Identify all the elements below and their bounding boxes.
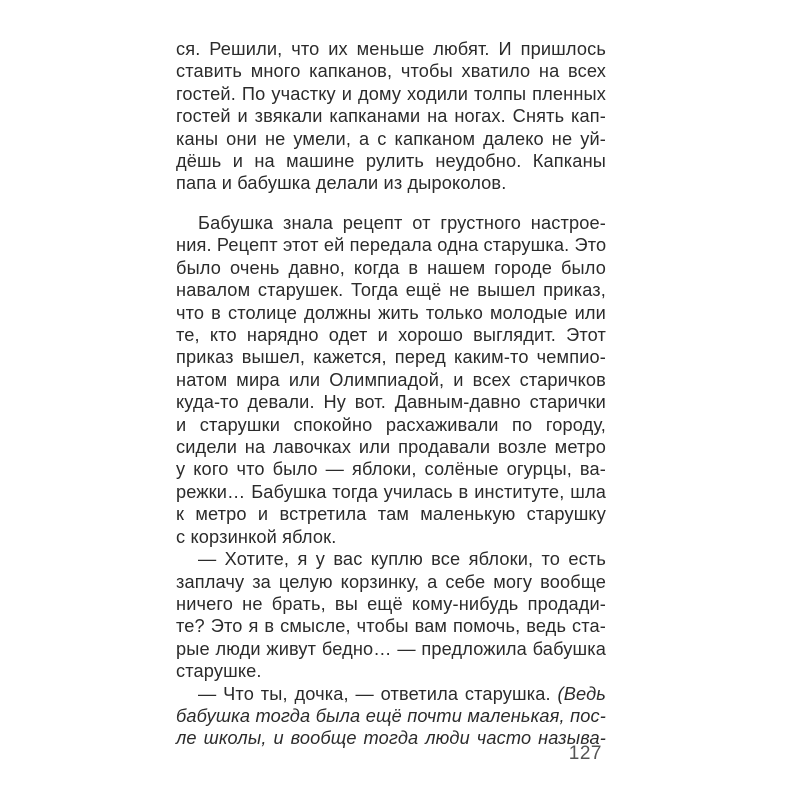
text-line: ся. Решили, что их меньше любят. И пришлось [176,39,606,59]
paragraph-recipe [176,212,606,750]
text-line: и старушки спокойно расхаживали по городу, [176,414,606,435]
text-line: навалом старушек. Тогда ещё не вышел приказ, [176,280,606,301]
text-line: папа и бабушка делали из дыроколов. [176,173,507,194]
italic-line: бабушка тогда была ещё почти маленькая, пос- [176,705,606,726]
text-line: сидели на лавочках или продавали возле метро [176,437,606,458]
text-line: ставить много капканов, чтобы хватило на всех [176,61,606,82]
text-line: натом мира или Олимпиадой, и всех старичков [176,369,606,390]
text-line: что в столице должны жить только молодые или [176,302,606,323]
text-line: у кого что было — яблоки, солёные огурцы, ва- [176,459,606,480]
text-line: было очень давно, когда в нашем городе было [176,257,606,278]
italic-line: ле школы, и вообще тогда люди часто называ- [176,728,606,749]
text-line: рые люди живут бедно… — предложила бабушка [176,638,606,659]
text-line: гостей. По участку и дому ходили толпы пленных [176,83,606,104]
text-line: куда-то девали. Ну вот. Давным-давно старички [176,392,606,413]
italic-aside: (Ведь [557,683,606,704]
dialogue-line: — Хотите, я у вас куплю все яблоки, то есть [198,549,606,570]
paragraph-traps [176,38,606,195]
text-line: приказ вышел, кажется, перед каким-то чемпио- [176,347,606,368]
text-line: ния. Рецепт этот ей передала одна старушка. Это [176,235,607,256]
text-line: гостей и звякали капканами на ногах. Снять кап- [176,106,606,127]
text-line: режки… Бабушка тогда училась в институте, шла [176,481,606,502]
text-line: заплачу за целую корзинку, а себе могу вообще [176,571,606,592]
text-line: Бабушка знала рецепт от грустного настрое- [198,213,606,233]
text-line: с корзинкой яблок. [176,526,337,547]
text-line: старушке. [176,661,262,682]
text-line: к метро и встретила там маленькую старушку [176,504,606,525]
text-line: те? Это я в смысле, чтобы вам помочь, ведь ста- [176,616,606,637]
page-number: 127 [568,743,602,764]
dialogue-line [176,683,606,705]
dialogue-text: — Что ты, дочка, — ответила старушка. [198,683,551,704]
text-line: ничего не брать, вы ещё кому-нибудь продади- [176,593,606,614]
text-line: те, кто нарядно одет и хорошо выглядит. Этот [176,325,606,346]
text-line: дёшь и на машине рулить неудобно. Капканы [176,151,606,172]
text-line: каны они не умели, а с капканом далеко не уй- [176,128,606,149]
